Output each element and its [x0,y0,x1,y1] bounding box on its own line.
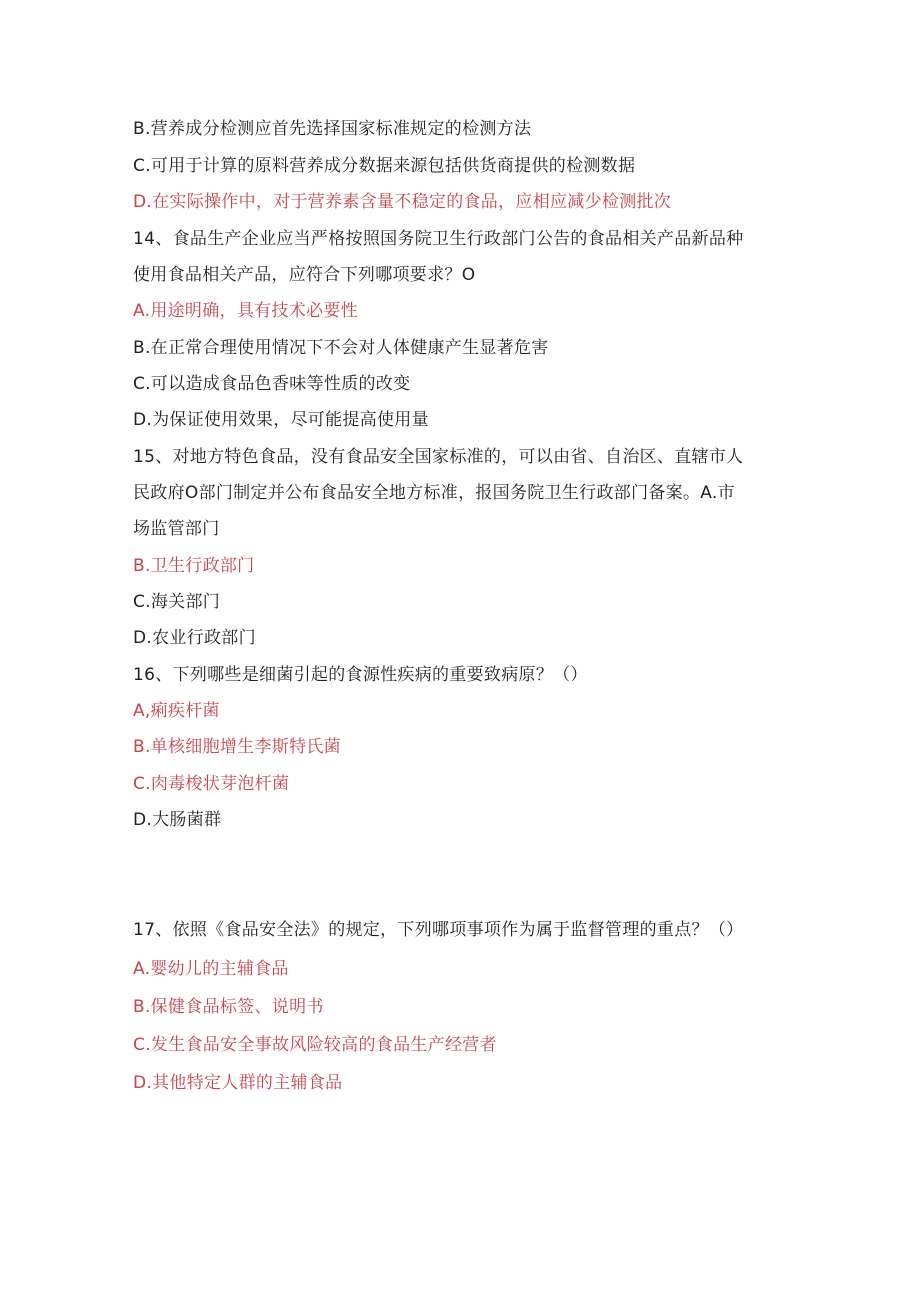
question-15-line-3: 场监管部门 [133,519,220,539]
option-b-q16-answer: B.单核细胞增生李斯特氏菌 [133,737,341,757]
option-c-q15: C.海关部门 [133,592,221,612]
option-b-q14: B.在正常合理使用情况下不会对人体健康产生显著危害 [133,338,549,358]
option-a-q17-answer: A.婴幼儿的主辅食品 [133,959,289,979]
question-15-line-2: 民政府O部门制定并公布食品安全地方标准，报国务院卫生行政部门备案。A.市 [133,483,735,503]
option-d-q13-answer: D.在实际操作中，对于营养素含量不稳定的食品，应相应减少检测批次 [133,192,672,212]
question-17: 17、依照《食品安全法》的规定，下列哪项事项作为属于监督管理的重点？（） [133,920,744,940]
option-a-q14-answer: A.用途明确，具有技术必要性 [133,301,358,321]
option-c-q17-answer: C.发生食品安全事故风险较高的食品生产经营者 [133,1035,497,1055]
option-d-q16: D.大肠菌群 [133,810,222,830]
question-14-line-1: 14、食品生产企业应当严格按照国务院卫生行政部门公告的食品相关产品新品种 [133,229,744,249]
option-b-q15-answer: B.卫生行政部门 [133,556,255,576]
option-c-q16-answer: C.肉毒梭状芽泡杆菌 [133,774,290,794]
option-b-q17-answer: B.保健食品标签、说明书 [133,997,324,1017]
option-d-q17-answer: D.其他特定人群的主辅食品 [133,1073,343,1093]
option-c-q13: C.可用于计算的原料营养成分数据来源包括供货商提供的检测数据 [133,156,636,176]
question-14-line-2: 使用食品相关产品，应符合下列哪项要求？O [133,265,476,285]
option-b-q13: B.营养成分检测应首先选择国家标准规定的检测方法 [133,119,532,139]
option-a-q16-answer: A,痢疾杆菌 [133,701,220,721]
question-16: 16、下列哪些是细菌引起的食源性疾病的重要致病原？（） [133,665,588,685]
option-c-q14: C.可以造成食品色香味等性质的改变 [133,374,411,394]
question-15-line-1: 15、对地方特色食品，没有食品安全国家标准的，可以由省、自治区、直辖市人 [133,447,744,467]
option-d-q14: D.为保证使用效果，尽可能提高使用量 [133,410,429,430]
option-d-q15: D.农业行政部门 [133,628,256,648]
